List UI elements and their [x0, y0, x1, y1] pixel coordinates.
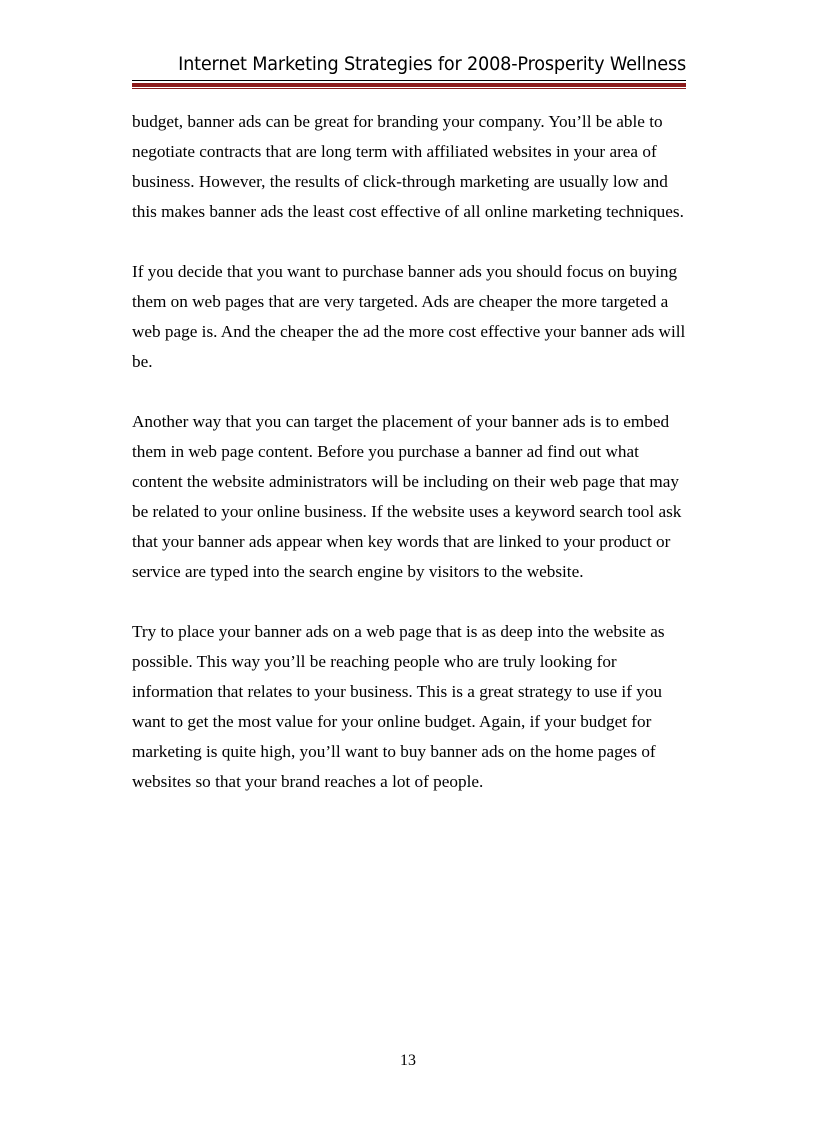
header-rule-top-line	[132, 80, 686, 81]
header-rule-bottom-line	[132, 88, 686, 89]
body-text	[132, 107, 688, 827]
paragraph-4: Try to place your banner ads on a web page that is as deep into the website as possible. This way you’ll be reaching people who are truly looking for information that relates to your business. This is a great strategy to use if you want to get the most value for your online budget. Again, if your budget for marketing is quite high, you’ll want to buy banner ads on the home pages of websites so that your brand reaches a lot of people.	[132, 622, 665, 791]
page-number: 13	[400, 1052, 416, 1069]
paragraph-2: If you decide that you want to purchase banner ads you should focus on buying them on web pages that are very targeted. Ads are cheaper the more targeted a web page is. And the cheaper the ad the more cost effective your banner ads will be.	[132, 262, 686, 371]
paragraph-1: budget, banner ads can be great for branding your company. You’ll be able to negotiate contracts that are long term with affiliated websites in your area of business. However, the results of click-through marketing are usually low and this makes banner ads the least cost effective of all online marketing techniques.	[132, 112, 684, 221]
page-header	[132, 50, 686, 78]
header-rule-thick-line	[132, 83, 686, 87]
header-rule	[132, 80, 686, 89]
header-title: Internet Marketing Strategies for 2008-Prosperity Wellness	[178, 53, 687, 75]
paragraph-3: Another way that you can target the placement of your banner ads is to embed them in web page content. Before you purchase a banner ad find out what content the website administrators will be including on their web page that may be related to your online business. If the website uses a keyword search tool ask that your banner ads appear when key words that are linked to your product or service are typed into the search engine by visitors to the website.	[132, 412, 682, 581]
